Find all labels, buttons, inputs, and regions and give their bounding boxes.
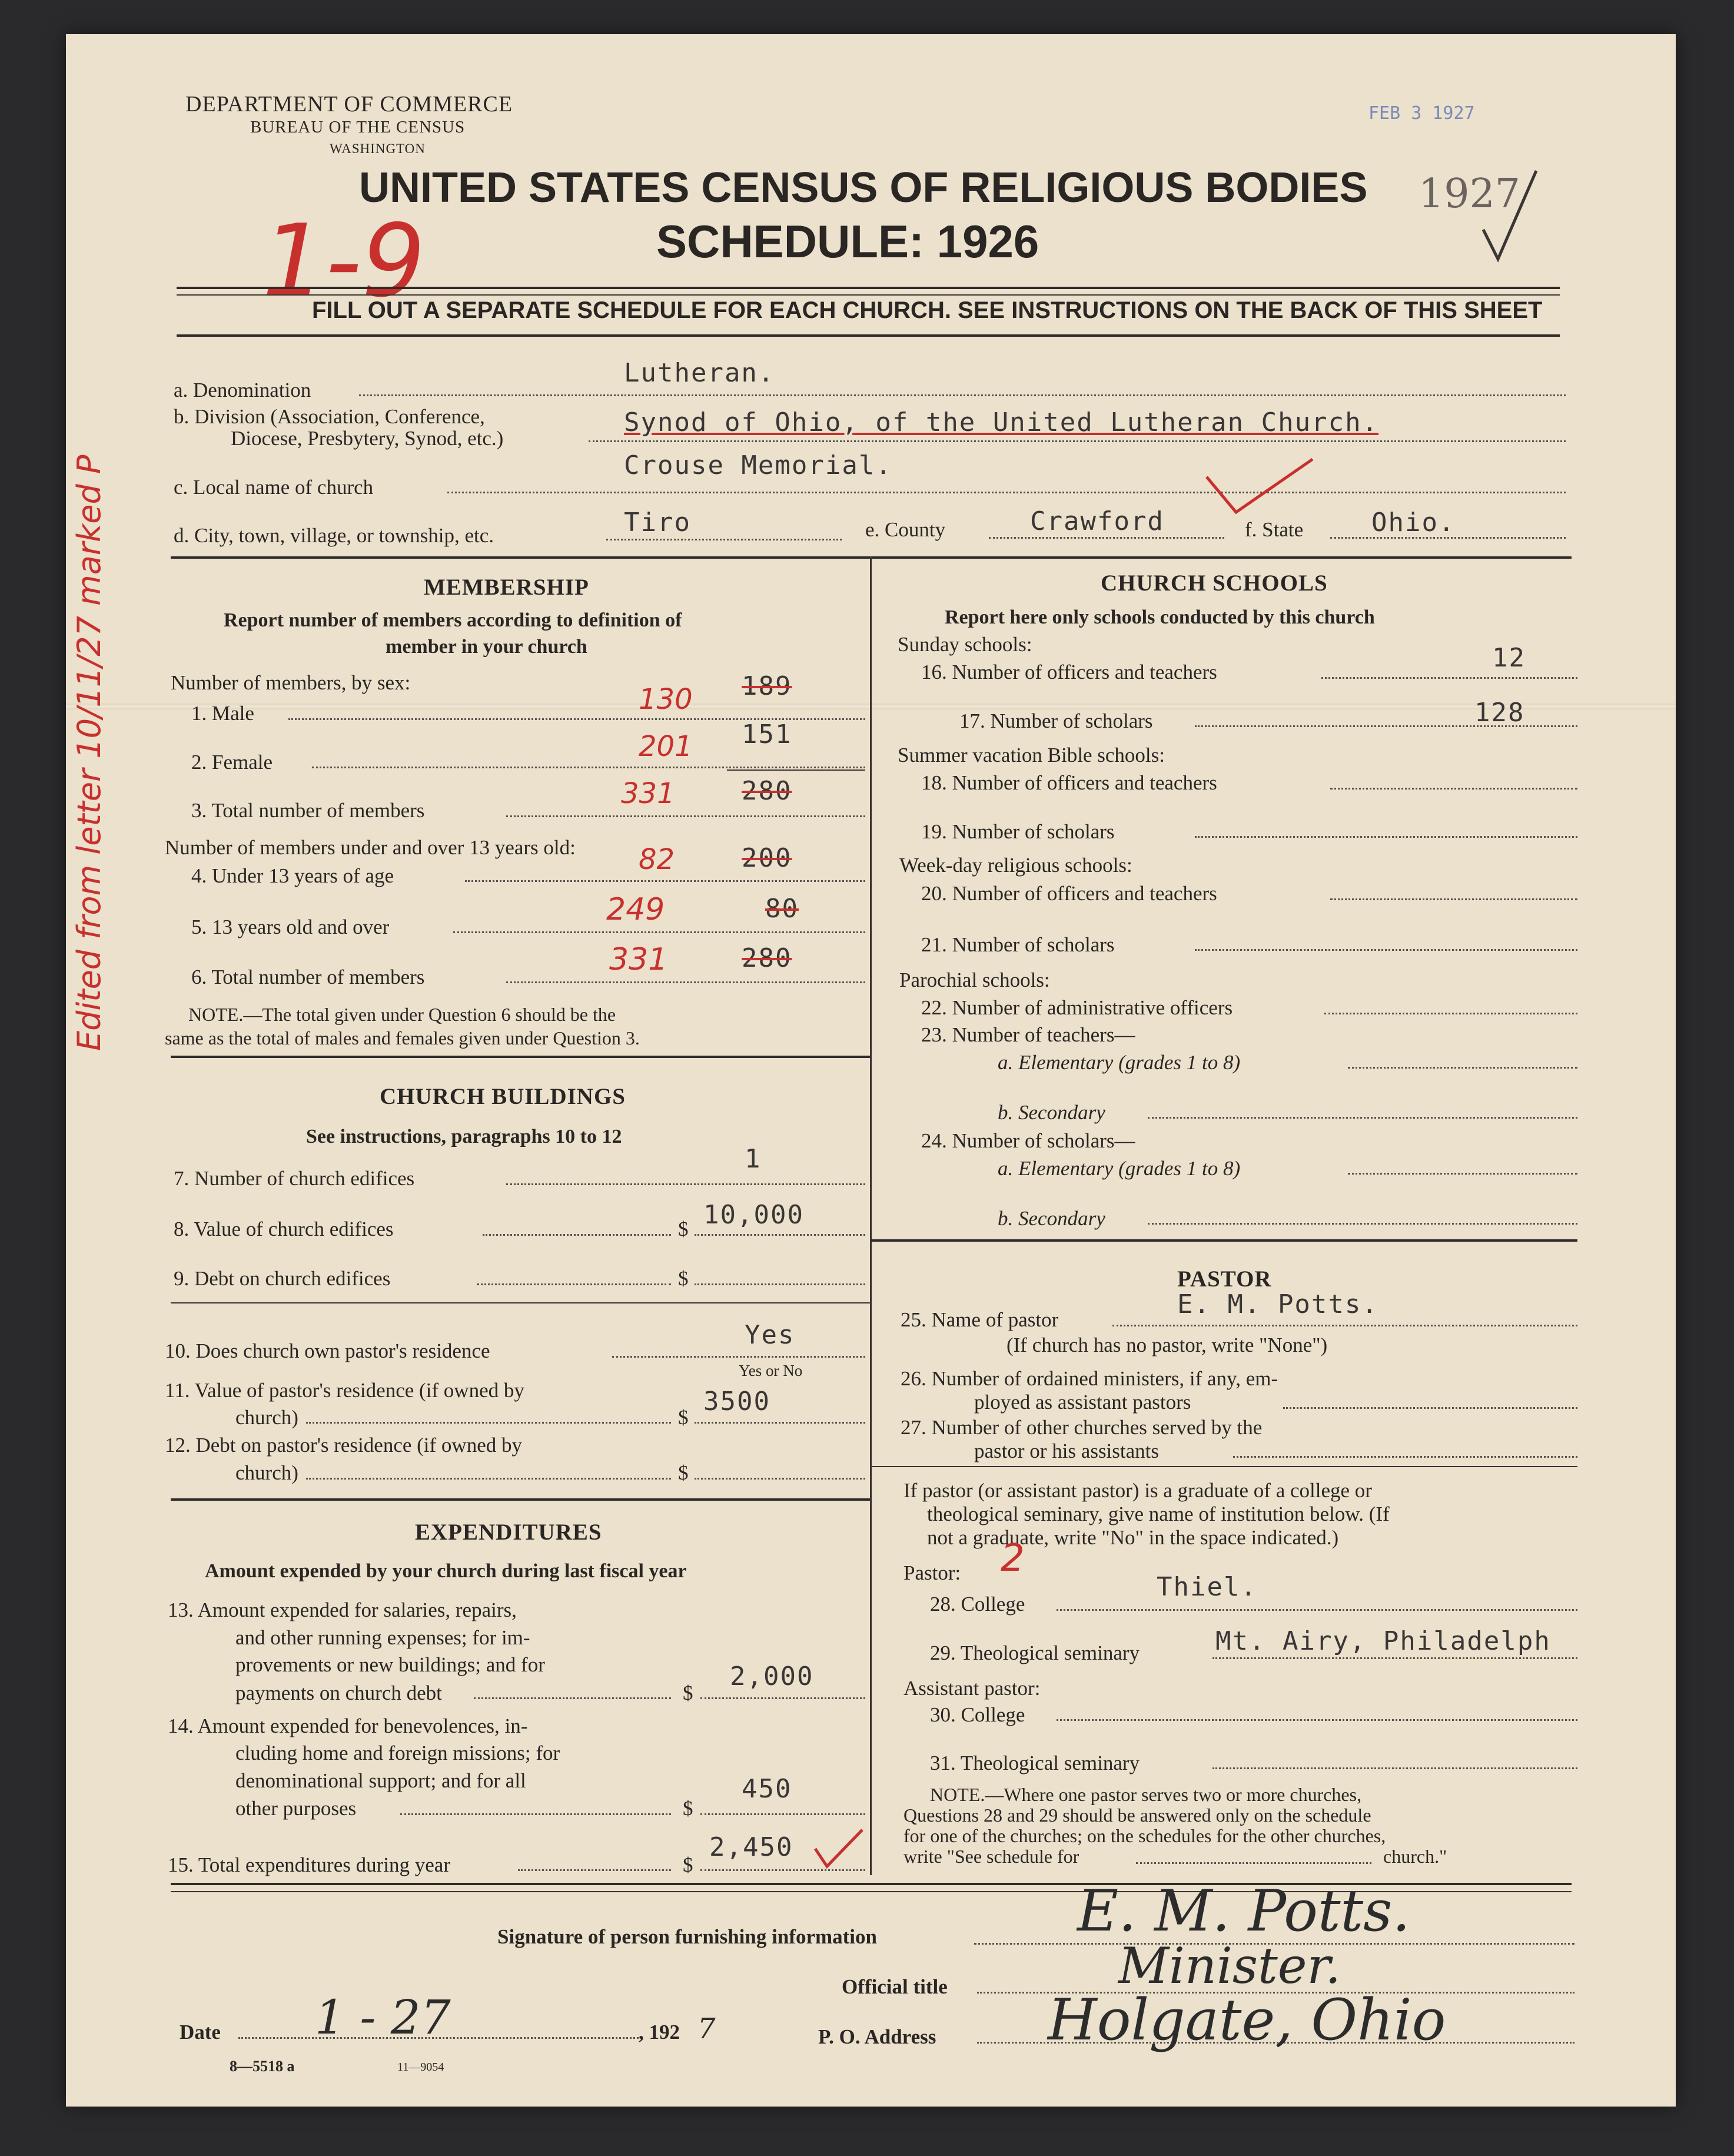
q27-label: 27. Number of other churches served by the — [901, 1416, 1263, 1439]
q25-value: E. M. Potts. — [1177, 1289, 1378, 1319]
q14-label-3: denominational support; and for all — [235, 1769, 526, 1792]
q30-label: 30. College — [930, 1703, 1025, 1726]
membership-subheading: Report number of members according to definition of — [224, 609, 682, 631]
members-by-age-label: Number of members under and over 13 years old: — [165, 836, 576, 859]
q20-label: 20. Number of officers and teachers — [921, 882, 1217, 905]
signature-label: Signature of person furnishing information — [497, 1925, 877, 1948]
church-name-value: Crouse Memorial. — [624, 450, 892, 480]
date-year-prefix: , 192 — [639, 2021, 680, 2044]
check-mark-icon — [1471, 165, 1542, 265]
red-batch-mark: 1-9 — [262, 203, 426, 320]
q14-label: 14. Amount expended for benevolences, in- — [168, 1714, 528, 1737]
q15-total-label: 15. Total expenditures during year — [168, 1853, 450, 1876]
q23b-label: b. Secondary — [998, 1101, 1105, 1124]
q10-value: Yes — [745, 1320, 795, 1350]
q6-typed-value: 280 — [742, 943, 792, 973]
q5-over13-label: 5. 13 years old and over — [191, 916, 390, 938]
q14-value: 450 — [742, 1774, 792, 1804]
q3-total-label: 3. Total number of members — [191, 799, 425, 822]
q29-value: Mt. Airy, Philadelph — [1215, 1626, 1551, 1656]
state-label: f. State — [1245, 518, 1304, 541]
official-title-label: Official title — [842, 1975, 948, 1998]
q1-male-label: 1. Male — [191, 702, 254, 725]
graduate-instruction-2: theological seminary, give name of institution below. (If — [927, 1502, 1390, 1525]
q9-debt-label: 9. Debt on church edifices — [174, 1267, 391, 1290]
q5-typed-value: 80 — [765, 894, 799, 924]
q15-dollar: $ — [683, 1853, 693, 1876]
form-number: 8—5518 a — [230, 2058, 295, 2075]
header-rule-thin — [177, 294, 1560, 296]
schools-rule — [871, 1239, 1577, 1242]
members-by-sex-label: Number of members, by sex: — [171, 671, 411, 694]
pastor-note-5: church." — [1383, 1846, 1447, 1867]
division-label-2: Diocese, Presbytery, Synod, etc.) — [231, 427, 504, 450]
q11-dollar: $ — [678, 1406, 689, 1429]
po-address-label: P. O. Address — [818, 2025, 936, 2048]
q7-edifices-label: 7. Number of church edifices — [174, 1167, 415, 1190]
q7-value: 1 — [745, 1144, 762, 1174]
q2-female-label: 2. Female — [191, 751, 273, 774]
q27-label-2: pastor or his assistants — [974, 1439, 1160, 1462]
county-label: e. County — [865, 518, 946, 541]
date-label: Date — [180, 2021, 221, 2044]
column-divider — [870, 556, 872, 1875]
q28-label: 28. College — [930, 1593, 1025, 1616]
state-value: Ohio. — [1371, 508, 1456, 538]
q23a-label: a. Elementary (grades 1 to 8) — [998, 1051, 1241, 1074]
q28-value: Thiel. — [1157, 1572, 1257, 1602]
summer-schools-label: Summer vacation Bible schools: — [898, 744, 1165, 767]
city-value: Tiro — [624, 508, 691, 538]
county-value: Crawford — [1030, 506, 1164, 536]
q12-label-2: church) — [235, 1461, 298, 1484]
signature-value: E. M. Potts. — [1077, 1878, 1410, 1944]
q13-label-4: payments on church debt — [235, 1681, 442, 1704]
pastor-note: NOTE.—Where one pastor serves two or more churches, — [930, 1784, 1362, 1805]
q3-red-value: 331 — [621, 777, 675, 810]
q11-label-2: church) — [235, 1406, 298, 1429]
q10-hint: Yes or No — [739, 1362, 803, 1379]
q14-dollar: $ — [683, 1797, 693, 1820]
q5-red-value: 249 — [606, 892, 665, 927]
pastor-heading: PASTOR — [1177, 1266, 1272, 1292]
membership-subheading-2: member in your church — [386, 636, 587, 658]
form-title: UNITED STATES CENSUS OF RELIGIOUS BODIES — [359, 164, 1368, 211]
q31-label: 31. Theological seminary — [930, 1752, 1140, 1774]
q2-red-value: 201 — [639, 730, 693, 763]
graduate-instruction: If pastor (or assistant pastor) is a graduate of a college or — [903, 1479, 1372, 1502]
q16-value: 12 — [1492, 643, 1526, 673]
pastor-note-4: write "See schedule for — [903, 1846, 1079, 1867]
q8-value-label: 8. Value of church edifices — [174, 1218, 394, 1240]
q4-red-value: 82 — [639, 843, 675, 876]
instruction-rule — [177, 334, 1560, 337]
q14-label-4: other purposes — [235, 1797, 357, 1820]
q26-label: 26. Number of ordained ministers, if any, em- — [901, 1367, 1278, 1390]
denomination-value: Lutheran. — [624, 358, 775, 388]
q11-label: 11. Value of pastor's residence (if owned by — [165, 1379, 524, 1402]
q24a-label: a. Elementary (grades 1 to 8) — [998, 1157, 1241, 1180]
q1-typed-value: 189 — [742, 671, 792, 701]
date-value: 1 - 27 — [315, 1990, 451, 2045]
city-name: WASHINGTON — [330, 141, 426, 156]
q21-label: 21. Number of scholars — [921, 933, 1115, 956]
q15-value: 2,450 — [709, 1832, 793, 1862]
department-name: DEPARTMENT OF COMMERCE — [185, 92, 513, 117]
schools-subheading: Report here only schools conducted by this church — [945, 606, 1375, 628]
red-check-icon — [812, 1825, 865, 1872]
q4-typed-value: 200 — [742, 843, 792, 873]
q13-label-3: provements or new buildings; and for — [235, 1653, 545, 1676]
q6-red-value: 331 — [609, 942, 668, 977]
year-mark: 1927 — [1419, 171, 1521, 217]
q6-total-label: 6. Total number of members — [191, 966, 425, 989]
q12-dollar: $ — [678, 1461, 689, 1484]
print-number: 11—9054 — [397, 2061, 444, 2074]
received-date-stamp: FEB 3 1927 — [1368, 103, 1475, 124]
graduate-instruction-3: not a graduate, write "No" in the space indicated.) — [927, 1526, 1339, 1549]
membership-note-2: same as the total of males and females given under Question 3. — [165, 1027, 640, 1049]
buildings-subheading: See instructions, paragraphs 10 to 12 — [306, 1126, 622, 1147]
membership-note: NOTE.—The total given under Question 6 should be the — [188, 1004, 616, 1025]
buildings-rule — [171, 1498, 870, 1501]
pastor-note-2: Questions 28 and 29 should be answered only on the schedule — [903, 1805, 1371, 1826]
q24-label: 24. Number of scholars— — [921, 1129, 1135, 1152]
po-address-value: Holgate, Ohio — [1048, 1987, 1446, 2053]
q13-label: 13. Amount expended for salaries, repairs, — [168, 1598, 517, 1621]
parochial-schools-label: Parochial schools: — [899, 968, 1050, 991]
division-value: Synod of Ohio, of the United Lutheran Church. — [624, 407, 1379, 437]
q8-dollar: $ — [678, 1218, 689, 1240]
margin-edit-note: Edited from letter 10/11/27 marked P — [71, 455, 108, 1051]
buildings-heading: CHURCH BUILDINGS — [380, 1084, 626, 1109]
q9-dollar: $ — [678, 1267, 689, 1290]
q2-typed-value: 151 — [742, 719, 792, 749]
q25-label: 25. Name of pastor — [901, 1308, 1059, 1331]
pastor-label: Pastor: — [903, 1561, 961, 1584]
q8-value: 10,000 — [703, 1200, 804, 1230]
form-subtitle: SCHEDULE: 1926 — [656, 215, 1039, 267]
q16-label: 16. Number of officers and teachers — [921, 661, 1217, 684]
expenditures-heading: EXPENDITURES — [415, 1520, 602, 1545]
church-name-label: c. Local name of church — [174, 476, 374, 499]
sunday-schools-label: Sunday schools: — [898, 633, 1032, 656]
q3-typed-value: 280 — [742, 776, 792, 806]
red-check-icon — [1201, 453, 1318, 518]
q25-hint: (If church has no pastor, write "None") — [1006, 1334, 1328, 1356]
q13-dollar: $ — [683, 1681, 693, 1704]
q19-label: 19. Number of scholars — [921, 820, 1115, 843]
official-title-value: Minister. — [1118, 1937, 1341, 1995]
weekday-schools-label: Week-day religious schools: — [899, 854, 1132, 877]
q22-label: 22. Number of administrative officers — [921, 996, 1233, 1019]
membership-rule — [171, 1056, 870, 1058]
bureau-name: BUREAU OF THE CENSUS — [250, 118, 466, 137]
schools-heading: CHURCH SCHOOLS — [1101, 570, 1328, 596]
expenditures-subheading: Amount expended by your church during last fiscal year — [205, 1560, 687, 1582]
q12-label: 12. Debt on pastor's residence (if owned by — [165, 1434, 522, 1457]
q18-label: 18. Number of officers and teachers — [921, 771, 1217, 794]
city-label: d. City, town, village, or township, etc. — [174, 524, 494, 547]
q4-under13-label: 4. Under 13 years of age — [191, 864, 394, 887]
pastor-note-3: for one of the churches; on the schedules for the other churches, — [903, 1825, 1386, 1846]
q17-label: 17. Number of scholars — [959, 709, 1153, 732]
header-rule — [177, 287, 1560, 289]
division-label: b. Division (Association, Conference, — [174, 405, 485, 428]
q13-value: 2,000 — [730, 1661, 814, 1691]
denomination-label: a. Denomination — [174, 379, 311, 402]
assistant-pastor-label: Assistant pastor: — [903, 1677, 1041, 1700]
q24b-label: b. Secondary — [998, 1207, 1105, 1230]
membership-heading: MEMBERSHIP — [424, 575, 589, 600]
q13-label-2: and other running expenses; for im- — [235, 1626, 530, 1649]
q29-label: 29. Theological seminary — [930, 1641, 1140, 1664]
q10-residence-label: 10. Does church own pastor's residence — [165, 1339, 490, 1362]
pastor-red-mark: 2 — [1001, 1537, 1025, 1580]
q23-label: 23. Number of teachers— — [921, 1023, 1135, 1046]
fill-instruction: FILL OUT A SEPARATE SCHEDULE FOR EACH CHURCH. SEE INSTRUCTIONS ON THE BACK OF THIS SHEET — [312, 297, 1543, 323]
q1-red-value: 130 — [639, 683, 693, 716]
q11-value: 3500 — [703, 1387, 770, 1417]
date-year-suffix: 7 — [697, 2012, 716, 2045]
q26-label-2: ployed as assistant pastors — [974, 1391, 1191, 1414]
q17-value: 128 — [1474, 698, 1525, 728]
q14-label-2: cluding home and foreign missions; for — [235, 1742, 560, 1764]
